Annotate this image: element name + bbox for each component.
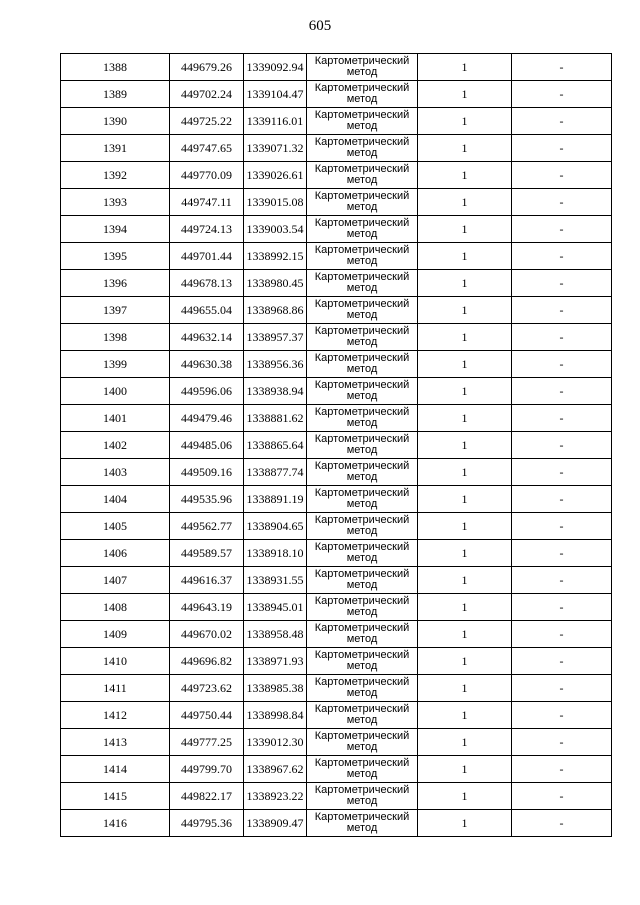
method-line-1: Картометрический <box>314 568 410 580</box>
method-line-2: метод <box>346 795 378 807</box>
method-line-1: Картометрический <box>314 379 410 391</box>
table-row <box>61 594 612 621</box>
y-coordinate-cell: 1338956.36 <box>244 351 307 378</box>
method-cell <box>307 108 418 135</box>
method-line-2: метод <box>346 714 378 726</box>
coordinates-table-body <box>61 54 612 837</box>
method-line-1: Картометрический <box>314 433 410 445</box>
y-coordinate-cell: 1338918.10 <box>244 540 307 567</box>
description-cell: - <box>512 108 612 135</box>
method-line-1: Картометрический <box>314 136 410 148</box>
y-coordinate-cell: 1338909.47 <box>244 810 307 837</box>
method-line-2: метод <box>346 363 378 375</box>
method-line-2: метод <box>346 309 378 321</box>
point-number-cell: 1411 <box>61 675 170 702</box>
method-line-1: Картометрический <box>314 352 410 364</box>
description-cell: - <box>512 621 612 648</box>
x-coordinate-cell: 449725.22 <box>170 108 244 135</box>
accuracy-cell: 1 <box>418 297 512 324</box>
method-line-1: Картометрический <box>314 325 410 337</box>
y-coordinate-cell: 1338945.01 <box>244 594 307 621</box>
description-cell: - <box>512 216 612 243</box>
x-coordinate-cell: 449632.14 <box>170 324 244 351</box>
y-coordinate-cell: 1338967.62 <box>244 756 307 783</box>
y-coordinate-cell: 1338931.55 <box>244 567 307 594</box>
accuracy-cell: 1 <box>418 189 512 216</box>
method-line-2: метод <box>346 606 378 618</box>
accuracy-cell: 1 <box>418 594 512 621</box>
method-line-1: Картометрический <box>314 244 410 256</box>
accuracy-cell: 1 <box>418 486 512 513</box>
point-number-cell: 1412 <box>61 702 170 729</box>
y-coordinate-cell: 1338923.22 <box>244 783 307 810</box>
point-number-cell: 1410 <box>61 648 170 675</box>
y-coordinate-cell: 1338904.65 <box>244 513 307 540</box>
method-line-1: Картометрический <box>314 163 410 175</box>
table-row <box>61 162 612 189</box>
description-cell: - <box>512 243 612 270</box>
method-cell <box>307 729 418 756</box>
table-row <box>61 783 612 810</box>
point-number-cell: 1413 <box>61 729 170 756</box>
x-coordinate-cell: 449822.17 <box>170 783 244 810</box>
point-number-cell: 1396 <box>61 270 170 297</box>
method-line-2: метод <box>346 687 378 699</box>
method-line-2: метод <box>346 201 378 213</box>
x-coordinate-cell: 449777.25 <box>170 729 244 756</box>
accuracy-cell: 1 <box>418 324 512 351</box>
y-coordinate-cell: 1338971.93 <box>244 648 307 675</box>
method-cell <box>307 486 418 513</box>
table-row <box>61 432 612 459</box>
x-coordinate-cell: 449679.26 <box>170 54 244 81</box>
x-coordinate-cell: 449589.57 <box>170 540 244 567</box>
method-cell <box>307 459 418 486</box>
y-coordinate-cell: 1339092.94 <box>244 54 307 81</box>
description-cell: - <box>512 135 612 162</box>
x-coordinate-cell: 449655.04 <box>170 297 244 324</box>
method-line-1: Картометрический <box>314 82 410 94</box>
method-cell <box>307 621 418 648</box>
method-cell <box>307 189 418 216</box>
description-cell: - <box>512 54 612 81</box>
table-row <box>61 540 612 567</box>
method-cell <box>307 702 418 729</box>
method-line-2: метод <box>346 579 378 591</box>
description-cell: - <box>512 783 612 810</box>
x-coordinate-cell: 449670.02 <box>170 621 244 648</box>
accuracy-cell: 1 <box>418 405 512 432</box>
accuracy-cell: 1 <box>418 108 512 135</box>
y-coordinate-cell: 1339012.30 <box>244 729 307 756</box>
accuracy-cell: 1 <box>418 783 512 810</box>
table-row <box>61 243 612 270</box>
x-coordinate-cell: 449795.36 <box>170 810 244 837</box>
accuracy-cell: 1 <box>418 621 512 648</box>
y-coordinate-cell: 1338877.74 <box>244 459 307 486</box>
table-row <box>61 567 612 594</box>
point-number-cell: 1399 <box>61 351 170 378</box>
description-cell: - <box>512 189 612 216</box>
accuracy-cell: 1 <box>418 351 512 378</box>
method-line-1: Картометрический <box>314 676 410 688</box>
description-cell: - <box>512 540 612 567</box>
accuracy-cell: 1 <box>418 810 512 837</box>
point-number-cell: 1390 <box>61 108 170 135</box>
method-line-1: Картометрический <box>314 622 410 634</box>
accuracy-cell: 1 <box>418 567 512 594</box>
y-coordinate-cell: 1338957.37 <box>244 324 307 351</box>
description-cell: - <box>512 405 612 432</box>
x-coordinate-cell: 449485.06 <box>170 432 244 459</box>
method-line-1: Картометрический <box>314 190 410 202</box>
point-number-cell: 1407 <box>61 567 170 594</box>
method-line-1: Картометрический <box>314 730 410 742</box>
x-coordinate-cell: 449799.70 <box>170 756 244 783</box>
table-row <box>61 405 612 432</box>
method-line-2: метод <box>346 417 378 429</box>
method-cell <box>307 540 418 567</box>
method-cell <box>307 81 418 108</box>
point-number-cell: 1405 <box>61 513 170 540</box>
point-number-cell: 1416 <box>61 810 170 837</box>
method-line-2: метод <box>346 741 378 753</box>
method-cell <box>307 648 418 675</box>
method-line-2: метод <box>346 93 378 105</box>
y-coordinate-cell: 1338985.38 <box>244 675 307 702</box>
method-cell <box>307 216 418 243</box>
table-row <box>61 351 612 378</box>
point-number-cell: 1403 <box>61 459 170 486</box>
y-coordinate-cell: 1338958.48 <box>244 621 307 648</box>
method-line-1: Картометрический <box>314 541 410 553</box>
method-line-2: метод <box>346 768 378 780</box>
description-cell: - <box>512 810 612 837</box>
method-line-2: метод <box>346 66 378 78</box>
description-cell: - <box>512 675 612 702</box>
table-row <box>61 648 612 675</box>
table-row <box>61 135 612 162</box>
method-line-1: Картометрический <box>314 487 410 499</box>
accuracy-cell: 1 <box>418 81 512 108</box>
description-cell: - <box>512 729 612 756</box>
point-number-cell: 1402 <box>61 432 170 459</box>
y-coordinate-cell: 1339003.54 <box>244 216 307 243</box>
method-line-1: Картометрический <box>314 271 410 283</box>
table-row <box>61 702 612 729</box>
method-line-2: метод <box>346 120 378 132</box>
description-cell: - <box>512 270 612 297</box>
method-cell <box>307 162 418 189</box>
point-number-cell: 1388 <box>61 54 170 81</box>
method-line-1: Картометрический <box>314 595 410 607</box>
table-row <box>61 756 612 783</box>
method-cell <box>307 675 418 702</box>
table-row <box>61 297 612 324</box>
table-row <box>61 189 612 216</box>
method-cell <box>307 243 418 270</box>
method-cell <box>307 567 418 594</box>
table-row <box>61 324 612 351</box>
x-coordinate-cell: 449770.09 <box>170 162 244 189</box>
y-coordinate-cell: 1339026.61 <box>244 162 307 189</box>
x-coordinate-cell: 449509.16 <box>170 459 244 486</box>
x-coordinate-cell: 449747.11 <box>170 189 244 216</box>
point-number-cell: 1400 <box>61 378 170 405</box>
y-coordinate-cell: 1338992.15 <box>244 243 307 270</box>
method-cell <box>307 810 418 837</box>
description-cell: - <box>512 756 612 783</box>
y-coordinate-cell: 1339015.08 <box>244 189 307 216</box>
point-number-cell: 1389 <box>61 81 170 108</box>
accuracy-cell: 1 <box>418 270 512 297</box>
table-row <box>61 513 612 540</box>
description-cell: - <box>512 432 612 459</box>
y-coordinate-cell: 1339071.32 <box>244 135 307 162</box>
point-number-cell: 1393 <box>61 189 170 216</box>
point-number-cell: 1398 <box>61 324 170 351</box>
table-row <box>61 729 612 756</box>
x-coordinate-cell: 449724.13 <box>170 216 244 243</box>
accuracy-cell: 1 <box>418 540 512 567</box>
method-cell <box>307 297 418 324</box>
method-line-1: Картометрический <box>314 55 410 67</box>
method-cell <box>307 378 418 405</box>
method-line-1: Картометрический <box>314 514 410 526</box>
table-row <box>61 378 612 405</box>
y-coordinate-cell: 1338891.19 <box>244 486 307 513</box>
x-coordinate-cell: 449702.24 <box>170 81 244 108</box>
method-line-1: Картометрический <box>314 757 410 769</box>
method-cell <box>307 756 418 783</box>
point-number-cell: 1406 <box>61 540 170 567</box>
accuracy-cell: 1 <box>418 135 512 162</box>
x-coordinate-cell: 449678.13 <box>170 270 244 297</box>
method-line-1: Картометрический <box>314 811 410 823</box>
x-coordinate-cell: 449535.96 <box>170 486 244 513</box>
accuracy-cell: 1 <box>418 432 512 459</box>
accuracy-cell: 1 <box>418 513 512 540</box>
description-cell: - <box>512 324 612 351</box>
method-line-1: Картометрический <box>314 460 410 472</box>
point-number-cell: 1397 <box>61 297 170 324</box>
method-line-2: метод <box>346 390 378 402</box>
y-coordinate-cell: 1339104.47 <box>244 81 307 108</box>
description-cell: - <box>512 486 612 513</box>
method-line-1: Картометрический <box>314 109 410 121</box>
point-number-cell: 1414 <box>61 756 170 783</box>
description-cell: - <box>512 513 612 540</box>
method-cell <box>307 351 418 378</box>
description-cell: - <box>512 378 612 405</box>
accuracy-cell: 1 <box>418 756 512 783</box>
accuracy-cell: 1 <box>418 459 512 486</box>
description-cell: - <box>512 81 612 108</box>
y-coordinate-cell: 1338938.94 <box>244 378 307 405</box>
method-line-2: метод <box>346 174 378 186</box>
x-coordinate-cell: 449696.82 <box>170 648 244 675</box>
point-number-cell: 1415 <box>61 783 170 810</box>
accuracy-cell: 1 <box>418 729 512 756</box>
point-number-cell: 1401 <box>61 405 170 432</box>
method-cell <box>307 513 418 540</box>
accuracy-cell: 1 <box>418 378 512 405</box>
accuracy-cell: 1 <box>418 54 512 81</box>
description-cell: - <box>512 594 612 621</box>
method-line-2: метод <box>346 822 378 834</box>
description-cell: - <box>512 648 612 675</box>
x-coordinate-cell: 449479.46 <box>170 405 244 432</box>
method-line-1: Картометрический <box>314 217 410 229</box>
x-coordinate-cell: 449630.38 <box>170 351 244 378</box>
method-line-1: Картометрический <box>314 703 410 715</box>
x-coordinate-cell: 449723.62 <box>170 675 244 702</box>
method-line-2: метод <box>346 525 378 537</box>
description-cell: - <box>512 459 612 486</box>
y-coordinate-cell: 1338968.86 <box>244 297 307 324</box>
method-line-2: метод <box>346 282 378 294</box>
table-row <box>61 810 612 837</box>
method-line-2: метод <box>346 552 378 564</box>
y-coordinate-cell: 1338980.45 <box>244 270 307 297</box>
method-cell <box>307 135 418 162</box>
method-cell <box>307 594 418 621</box>
x-coordinate-cell: 449701.44 <box>170 243 244 270</box>
table-row <box>61 54 612 81</box>
table-row <box>61 270 612 297</box>
method-line-1: Картометрический <box>314 406 410 418</box>
y-coordinate-cell: 1338865.64 <box>244 432 307 459</box>
point-number-cell: 1409 <box>61 621 170 648</box>
description-cell: - <box>512 702 612 729</box>
table-row <box>61 81 612 108</box>
method-line-2: метод <box>346 255 378 267</box>
accuracy-cell: 1 <box>418 243 512 270</box>
accuracy-cell: 1 <box>418 648 512 675</box>
accuracy-cell: 1 <box>418 216 512 243</box>
method-cell <box>307 432 418 459</box>
x-coordinate-cell: 449616.37 <box>170 567 244 594</box>
description-cell: - <box>512 297 612 324</box>
coordinates-table <box>60 53 612 837</box>
table-row <box>61 108 612 135</box>
point-number-cell: 1408 <box>61 594 170 621</box>
method-line-2: метод <box>346 336 378 348</box>
table-row <box>61 486 612 513</box>
accuracy-cell: 1 <box>418 702 512 729</box>
table-row <box>61 216 612 243</box>
method-cell <box>307 783 418 810</box>
point-number-cell: 1395 <box>61 243 170 270</box>
description-cell: - <box>512 351 612 378</box>
method-cell <box>307 405 418 432</box>
table-row <box>61 459 612 486</box>
method-line-1: Картометрический <box>314 784 410 796</box>
page-number: 605 <box>308 18 332 34</box>
point-number-cell: 1392 <box>61 162 170 189</box>
method-line-2: метод <box>346 147 378 159</box>
accuracy-cell: 1 <box>418 675 512 702</box>
description-cell: - <box>512 567 612 594</box>
point-number-cell: 1394 <box>61 216 170 243</box>
x-coordinate-cell: 449750.44 <box>170 702 244 729</box>
y-coordinate-cell: 1338998.84 <box>244 702 307 729</box>
description-cell: - <box>512 162 612 189</box>
x-coordinate-cell: 449747.65 <box>170 135 244 162</box>
x-coordinate-cell: 449596.06 <box>170 378 244 405</box>
point-number-cell: 1404 <box>61 486 170 513</box>
method-line-2: метод <box>346 660 378 672</box>
method-line-2: метод <box>346 471 378 483</box>
point-number-cell: 1391 <box>61 135 170 162</box>
y-coordinate-cell: 1338881.62 <box>244 405 307 432</box>
x-coordinate-cell: 449562.77 <box>170 513 244 540</box>
x-coordinate-cell: 449643.19 <box>170 594 244 621</box>
method-line-2: метод <box>346 444 378 456</box>
method-line-2: метод <box>346 633 378 645</box>
method-line-2: метод <box>346 228 378 240</box>
method-line-2: метод <box>346 498 378 510</box>
method-cell <box>307 324 418 351</box>
y-coordinate-cell: 1339116.01 <box>244 108 307 135</box>
method-cell <box>307 54 418 81</box>
table-row <box>61 675 612 702</box>
method-line-1: Картометрический <box>314 298 410 310</box>
method-cell <box>307 270 418 297</box>
table-row <box>61 621 612 648</box>
method-line-1: Картометрический <box>314 649 410 661</box>
accuracy-cell: 1 <box>418 162 512 189</box>
